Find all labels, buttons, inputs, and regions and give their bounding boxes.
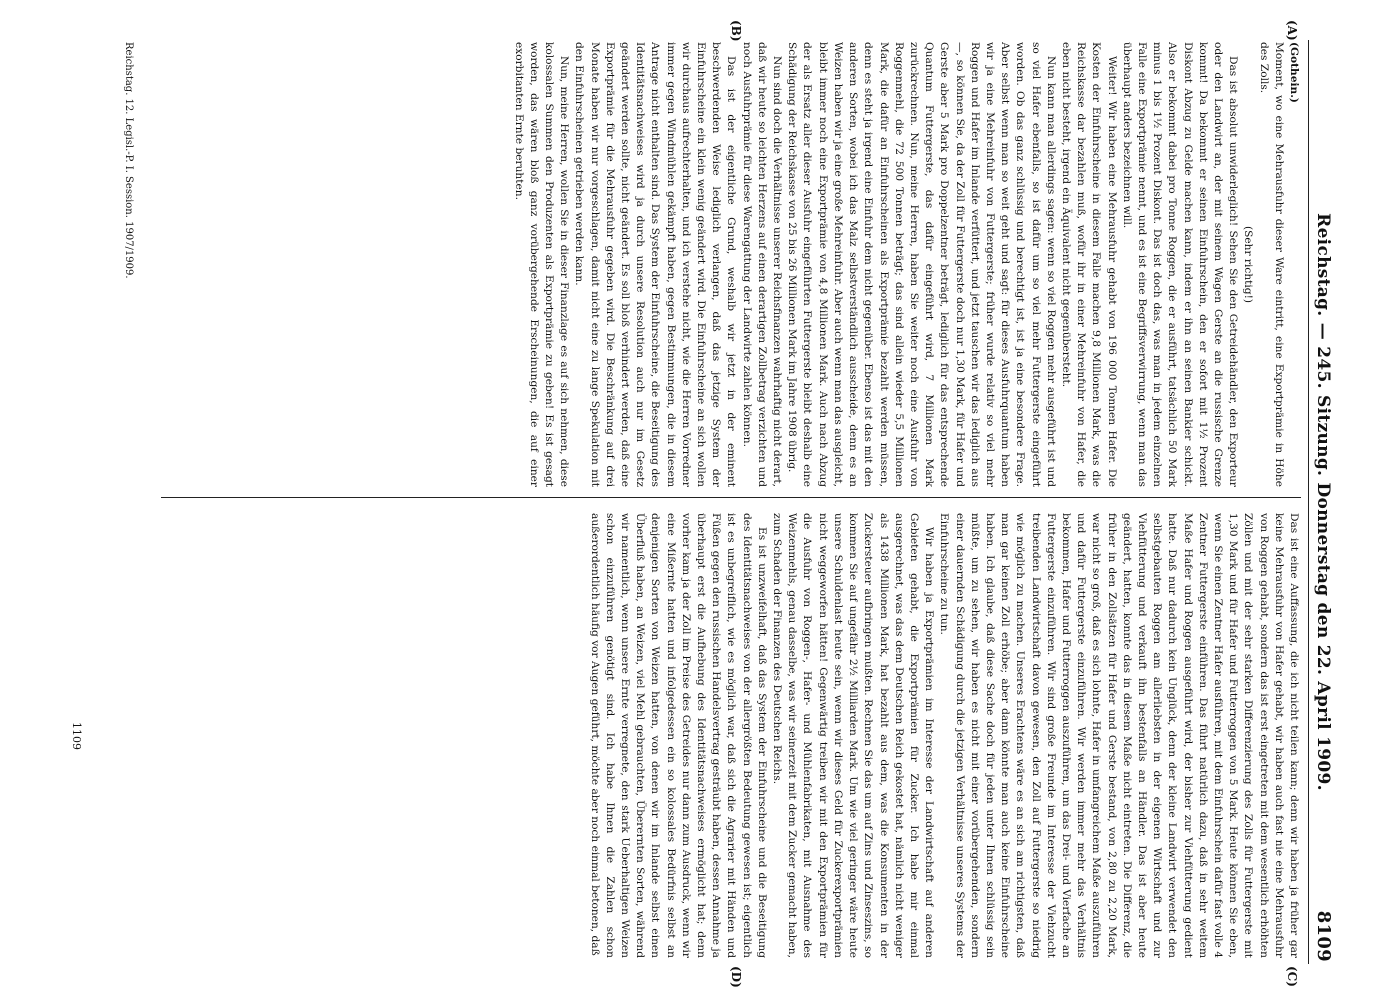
paragraph: Nun kann man allerdings sagen: wenn so viel Roggen mehr ausgeführt ist und so viel Hafer ebenfalls, so ist dafür um so viel mehr Futtergerste eingeführt worden. Ob das ganz schlüssig und berechtigt ist, ist ja eine besondere Frage. Aber selbst wenn man so weit geht und sagt: für dieses Ausfuhrquantum haben wir ja eine Mehreinfuhr von Futtergerste; früher wurde relativ so viel mehr Roggen und Hafer im Inlande verfüttert, und jetzt tauschen wir das lediglich aus —, so können Sie, da der Zoll für Futtergerste doch nur 1,30 Mark, für Hafer und Gerste aber 5 Mark pro Doppelzentner beträgt, lediglich für das entsprechende Quantum Futtergerste, das dafür eingeführt wird, 7 Millionen Mark zurückrechnen. Nun, meine Herren, haben Sie weiter noch eine Ausfuhr von Roggenmehl, die 72 500 Tonnen beträgt; das sind allein wieder 5,5 Millionen Mark, die dafür an Einfuhrscheinen als Exportprämie bezahlt werden müssen, denn es steht ja irgend eine Einfuhr dem nicht gegenüber. Ebenso ist das mit den anderen Sorten, wobei ich das Malz selbstverständlich ausscheide, denn es an Weizen haben wir ja eine große Mehreinfuhr. Aber auch wenn man das ausgleicht, bleibt immer noch eine Exportprämie von 4,8 Millionen Mark. Auch nach Abzug der als Ersatz aller dieser Ausfuhr eingeführten Futtergerste bleibt deshalb eine Schädigung der Reichskasse von 25 bis 26 Millionen Mark im Jahre 1908 übrig. — [786, 42, 1057, 487]
interjection: (Sehr richtig!) — [1242, 226, 1255, 303]
margin-marker-b: (B) — [729, 20, 743, 42]
paragraph: Das ist der eigentliche Grund, weshalb wir jetzt in der eminent beschwerdenden Weise lediglich verlangen, daß das jetzige System der Einfuhrscheine ein klein wenig geändert wird. Die Einfuhrscheine an sich wollen wir durchaus aufrechterhalten, und ich verstehe nicht, wie die Herren Vorredner immer gegen Windmühlen gekämpft haben, gegen Bestimmungen, die in diesem Antrage nicht enthalten sind. Das System der Einfuhrscheine, die Beseitigung des Identitätsnachweises wird ja durch unsere Resolution auch nur im Gesetz geändert werden sollte, nicht geändert. Es soll bloß verhindert werden, daß eine Exportprämie für die Mehrausfuhr gegeben wird. Die Beschränkung auf drei Monate haben wir nur vorgeschlagen, damit nicht eine zu lange Spekulation mit den Einfuhrscheinen getrieben werden kann. — [573, 42, 738, 487]
running-title: Reichstag. — 245. Sitzung. Donnerstag den 22. April 1909. — [1313, 213, 1333, 791]
page-number: 8109 — [1313, 910, 1334, 962]
paragraph: Nun, meine Herren, wollen Sie in dieser Finanzlage es auf sich nehmen, diese kolossalen Summen den Produzenten als Exportprämie zu geben! Es ist gesagt worden, das wären bloß ganz vorübergehende Erscheinungen, die auf einer exorbitanten Ernte beruhten. — [512, 42, 571, 487]
header-rule — [1308, 40, 1309, 964]
paragraph: Das ist eine Auffassung, die ich nicht teilen kann; denn wir haben ja früher gar keine Mehrausfuhr von Hafer gehabt, wir haben auch fast nie eine Mehrausfuhr von Roggen gehabt, sondern das ist erst eingetreten mit dem wesentlich erhöhten Zöllen und mit der sehr starken Differenzierung des Zolls für Futtergerste mit 1,30 Mark und für Hafer und Futterroggen von 5 Mark. Heute können Sie eben, wenn Sie einen Zentner Hafer ausführen, mit dem Einfuhrschein dafür fast volle 4 Zentner Futtergerste einführen. Das führt natürlich dazu, daß in sehr weitem Maße Hafer und Roggen ausgeführt wird, der bisher zur Viehfütterung gedient hatte. Daß nur dadurch kein Unglück, denn der kleine Landwirt verwendet den selbstgebauten Roggen am allerliebsten in der eigenen Wirtschaft und zur Viehfütterung und verkauft ihn bestenfalls an Händler. Das ist aber heute geändert, hatten, konnte das in diesem Maße nicht eintreten. Die Differenz, die früher in den Zollsätzen für Hafer und Gerste bestand, von 2,80 zu 2,20 Mark, war nicht so groß, daß es sich lohnte, Hafer in umfangreichem Maße auszuführen und dafür Futtergerste einzuführen. Wir werden immer mehr das Verhältnis bekommen, Hafer und Futterroggen auszuführen, um das Drei- und Vierfache an Futtergerste einzuführen. Wir sind große Freunde im Interesse der Viehzucht treibenden Landwirtschaft davon gewesen, den Zoll auf Futtergerste so niedrig wie möglich zu machen. Unseres Erachtens wäre es an sich am richtigsten, daß man gar keinen Zoll erhöbe; aber dann könnte man auch keine Einfuhrscheine haben. Ich glaube, daß diese Sache doch für jeden unter Ihnen schlüssig sein müßte, um zu sehen, wir haben es nicht mit einer vorübergehenden, sondern einer dauernden Schädigung durch die jetzigen Verhältnisse unseres Systems der Einfuhrscheine zu tun. — [938, 513, 1300, 958]
right-column — [121, 513, 1301, 958]
page-header — [1313, 42, 1345, 962]
paragraph: Nun sind doch die Verhältnisse unserer Reichsfinanzen wahrhaftig nicht derart, daß wir heute so leichten Herzens auf einen derartigen Zollbetrag verzichten und noch Ausfuhrprämie für diese Warengattung der Landwirte zahlen können. — [740, 42, 784, 487]
column-divider — [161, 497, 1301, 498]
column-footer: Reichstag. 12. Legisl.-P. I. Session. 1907/1909. — [123, 42, 135, 279]
paragraph: Weiter! Wir haben eine Mehrausfuhr gehabt von 196 000 Tonnen Hafer. Die Kosten der Einfuhrscheine in diesem Falle machen 9,8 Millionen Mark, was die Reichskasse dar bezahlen muß, wofür ihr in einer Mehreinfuhr von Hafer, die eben nicht besteht, irgend ein Äquivalent nicht gegenübersteht. — [1059, 42, 1118, 487]
paragraph: Das ist absolut unwiderleglich! Sehen Sie den Getreidehändler, den Exporteur oder den Landwirt an, der mit seinem Wagen Gerste an die russische Grenze kommt! Da bekommt er seinen Einfuhrschein, den er sofort mit 1½ Prozent Diskont Abzug zu Gelde machen kann, indem er ihn an seinen Bankier schickt. Also er bekommt dabei pro Tonne Roggen, die er ausführt, tatsächlich 50 Mark minus 1 bis 1½ Prozent Diskont. Das ist doch das, was man in jedem einzelnen Falle eine Exportprämie nennt, und es ist eine Begriffsverwirrung, wenn man das überhaupt anders bezeichnen will. — [1120, 42, 1240, 487]
paragraph: Wir haben ja Exportprämien im Interesse der Landwirtschaft auf anderen Gebieten gehabt, die Exportprämien für Zucker. Ich habe mir einmal ausgerechnet, was das dem Deutschen Reich gekostet hat, nämlich nicht weniger als 1438 Millionen Mark, hat bezahlt aus dem, was die Konsumenten in der Zuckersteuer aufbringen mußten. Rechnen Sie das um auf Zins und Zinseszins, so kommen Sie auf ungefähr 2½ Milliarden Mark. Um wie viel geringer wäre heute unsere Schuldenlast heute sein, wenn wir dieses Geld für Zuckerexportprämien nicht weggeworfen hätten! Gegenwärtig treiben wir mit den Exportprämien für die Ausfuhr von Roggen-, Hafer- und Mühlenfabrikaten, mit Ausnahme des Weizenmehls, genau dasselbe, was wir seinerzeit mit dem Zucker gemacht haben, zum Schaden der Finanzen des Deutschen Reichs. — [771, 513, 936, 958]
bottom-page-number: 1109 — [70, 722, 83, 750]
margin-marker-d: (D) — [729, 966, 743, 988]
paragraph: Moment, wo eine Mehrausfuhr dieser Ware eintritt, eine Exportprämie in Höhe des Zolls. — [1257, 42, 1285, 487]
margin-marker-a: (A) — [1285, 20, 1299, 41]
left-column — [121, 42, 1301, 487]
speaker-heading: (Gothein.) — [1288, 42, 1300, 103]
paragraph: Es ist unzweifelhaft, daß das System der Einfuhrscheine und die Beseitigung des Identitätsnachweises von der allergrößten Bedeutung gewesen ist; eigentlich ist es unbegreiflich, wie es möglich war, daß sich die Agrarier mit Händen und Füßen gegen den russischen Handelsvertrag gesträubt haben, dessen Annahme ja überhaupt erst die Aufhebung des Identitätsnachweises ermöglicht hat; denn vorher kam ja der Zoll im Preise des Getreides nur dann zum Ausdruck, wenn wir eine Mißernte hatten und infolgedessen ein so kolossales Bedürfnis selbst an denjenigen Sorten von Weizen hatten, von denen wir im Inlande selbst einen Überfluß haben, an Weizen, viel Mehl gebrauchten, Überernten Sorten, während wir namentlich, wenn unsere Ernte verregnete, den stark Ueberhaltigen Weizen schon einzuführen genötigt sind. Ich habe Ihnen die Zahlen schon außerordentlich häufig vor Augen geführt, möchte aber noch einmal betonen, daß — [588, 513, 768, 958]
margin-marker-c: (C) — [1285, 966, 1299, 987]
